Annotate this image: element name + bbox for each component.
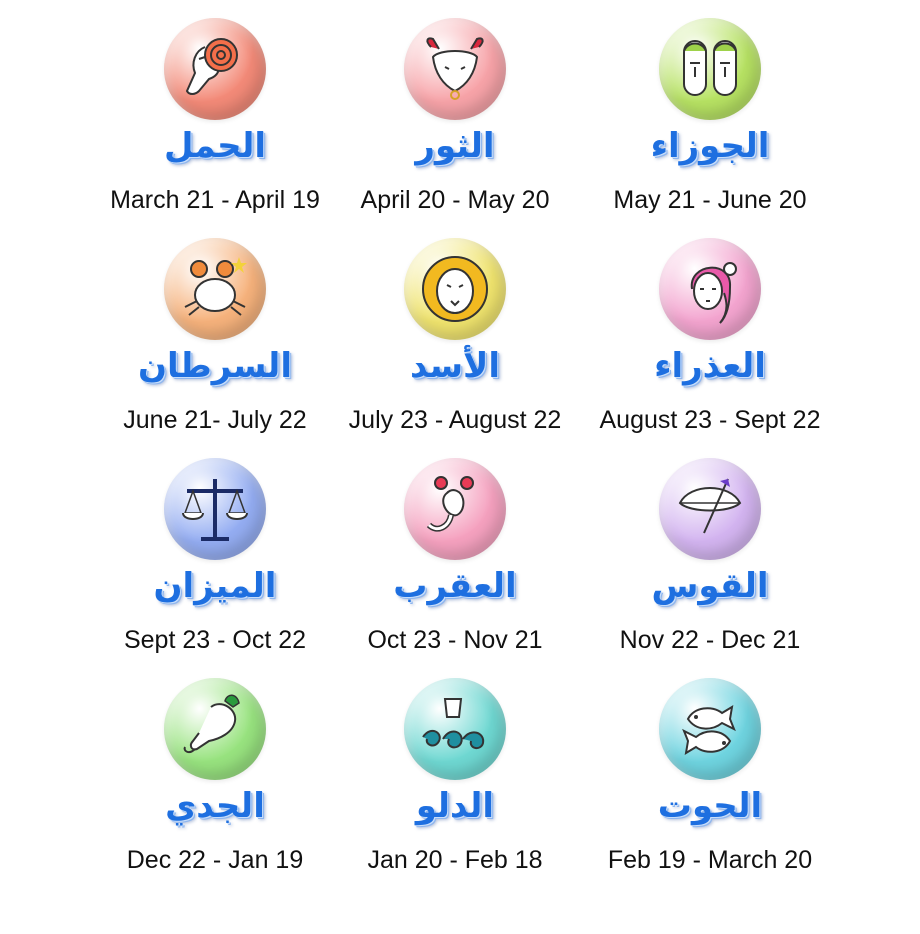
sign-card-virgo xyxy=(560,238,860,453)
sign-name-arabic: العذراء xyxy=(654,346,766,386)
sign-dates: July 23 - August 22 xyxy=(348,406,562,434)
bull-icon xyxy=(404,18,506,120)
crab-icon xyxy=(164,238,266,340)
sign-dates: Nov 22 - Dec 21 xyxy=(619,626,801,654)
sign-dates: Oct 23 - Nov 21 xyxy=(367,626,543,654)
bow-arrow-icon xyxy=(659,458,761,560)
water-bearer-icon xyxy=(404,678,506,780)
sign-name-arabic: الأسد xyxy=(409,346,501,386)
sign-name-arabic: الحوت xyxy=(657,786,763,826)
sign-name-arabic: الثور xyxy=(415,126,495,166)
sign-dates: April 20 - May 20 xyxy=(360,186,550,214)
sign-dates: Dec 22 - Jan 19 xyxy=(126,846,304,874)
scorpion-icon xyxy=(404,458,506,560)
sign-name-arabic: السرطان xyxy=(138,346,292,386)
sign-name-arabic: الجدي xyxy=(165,786,265,826)
sign-dates: Sept 23 - Oct 22 xyxy=(123,626,307,654)
sign-card-sagittarius xyxy=(560,458,860,673)
sign-name-arabic: الدلو xyxy=(415,786,495,826)
fish-icon xyxy=(659,678,761,780)
sign-name-arabic: القوس xyxy=(651,566,769,606)
sign-dates: June 21- July 22 xyxy=(123,406,307,434)
twins-icon xyxy=(659,18,761,120)
scales-icon xyxy=(164,458,266,560)
sign-dates: Feb 19 - March 20 xyxy=(607,846,813,874)
sign-dates: March 21 - April 19 xyxy=(110,186,320,214)
sign-card-gemini xyxy=(560,18,860,233)
ram-icon xyxy=(164,18,266,120)
sign-name-arabic: الجوزاء xyxy=(650,126,770,166)
sign-name-arabic: العقرب xyxy=(393,566,517,606)
lion-icon xyxy=(404,238,506,340)
maiden-icon xyxy=(659,238,761,340)
sign-card-pisces xyxy=(560,678,860,893)
goat-icon xyxy=(164,678,266,780)
sign-dates: Jan 20 - Feb 18 xyxy=(367,846,543,874)
sign-name-arabic: الحمل xyxy=(163,126,267,166)
sign-dates: August 23 - Sept 22 xyxy=(599,406,821,434)
sign-name-arabic: الميزان xyxy=(153,566,277,606)
sign-dates: May 21 - June 20 xyxy=(613,186,807,214)
